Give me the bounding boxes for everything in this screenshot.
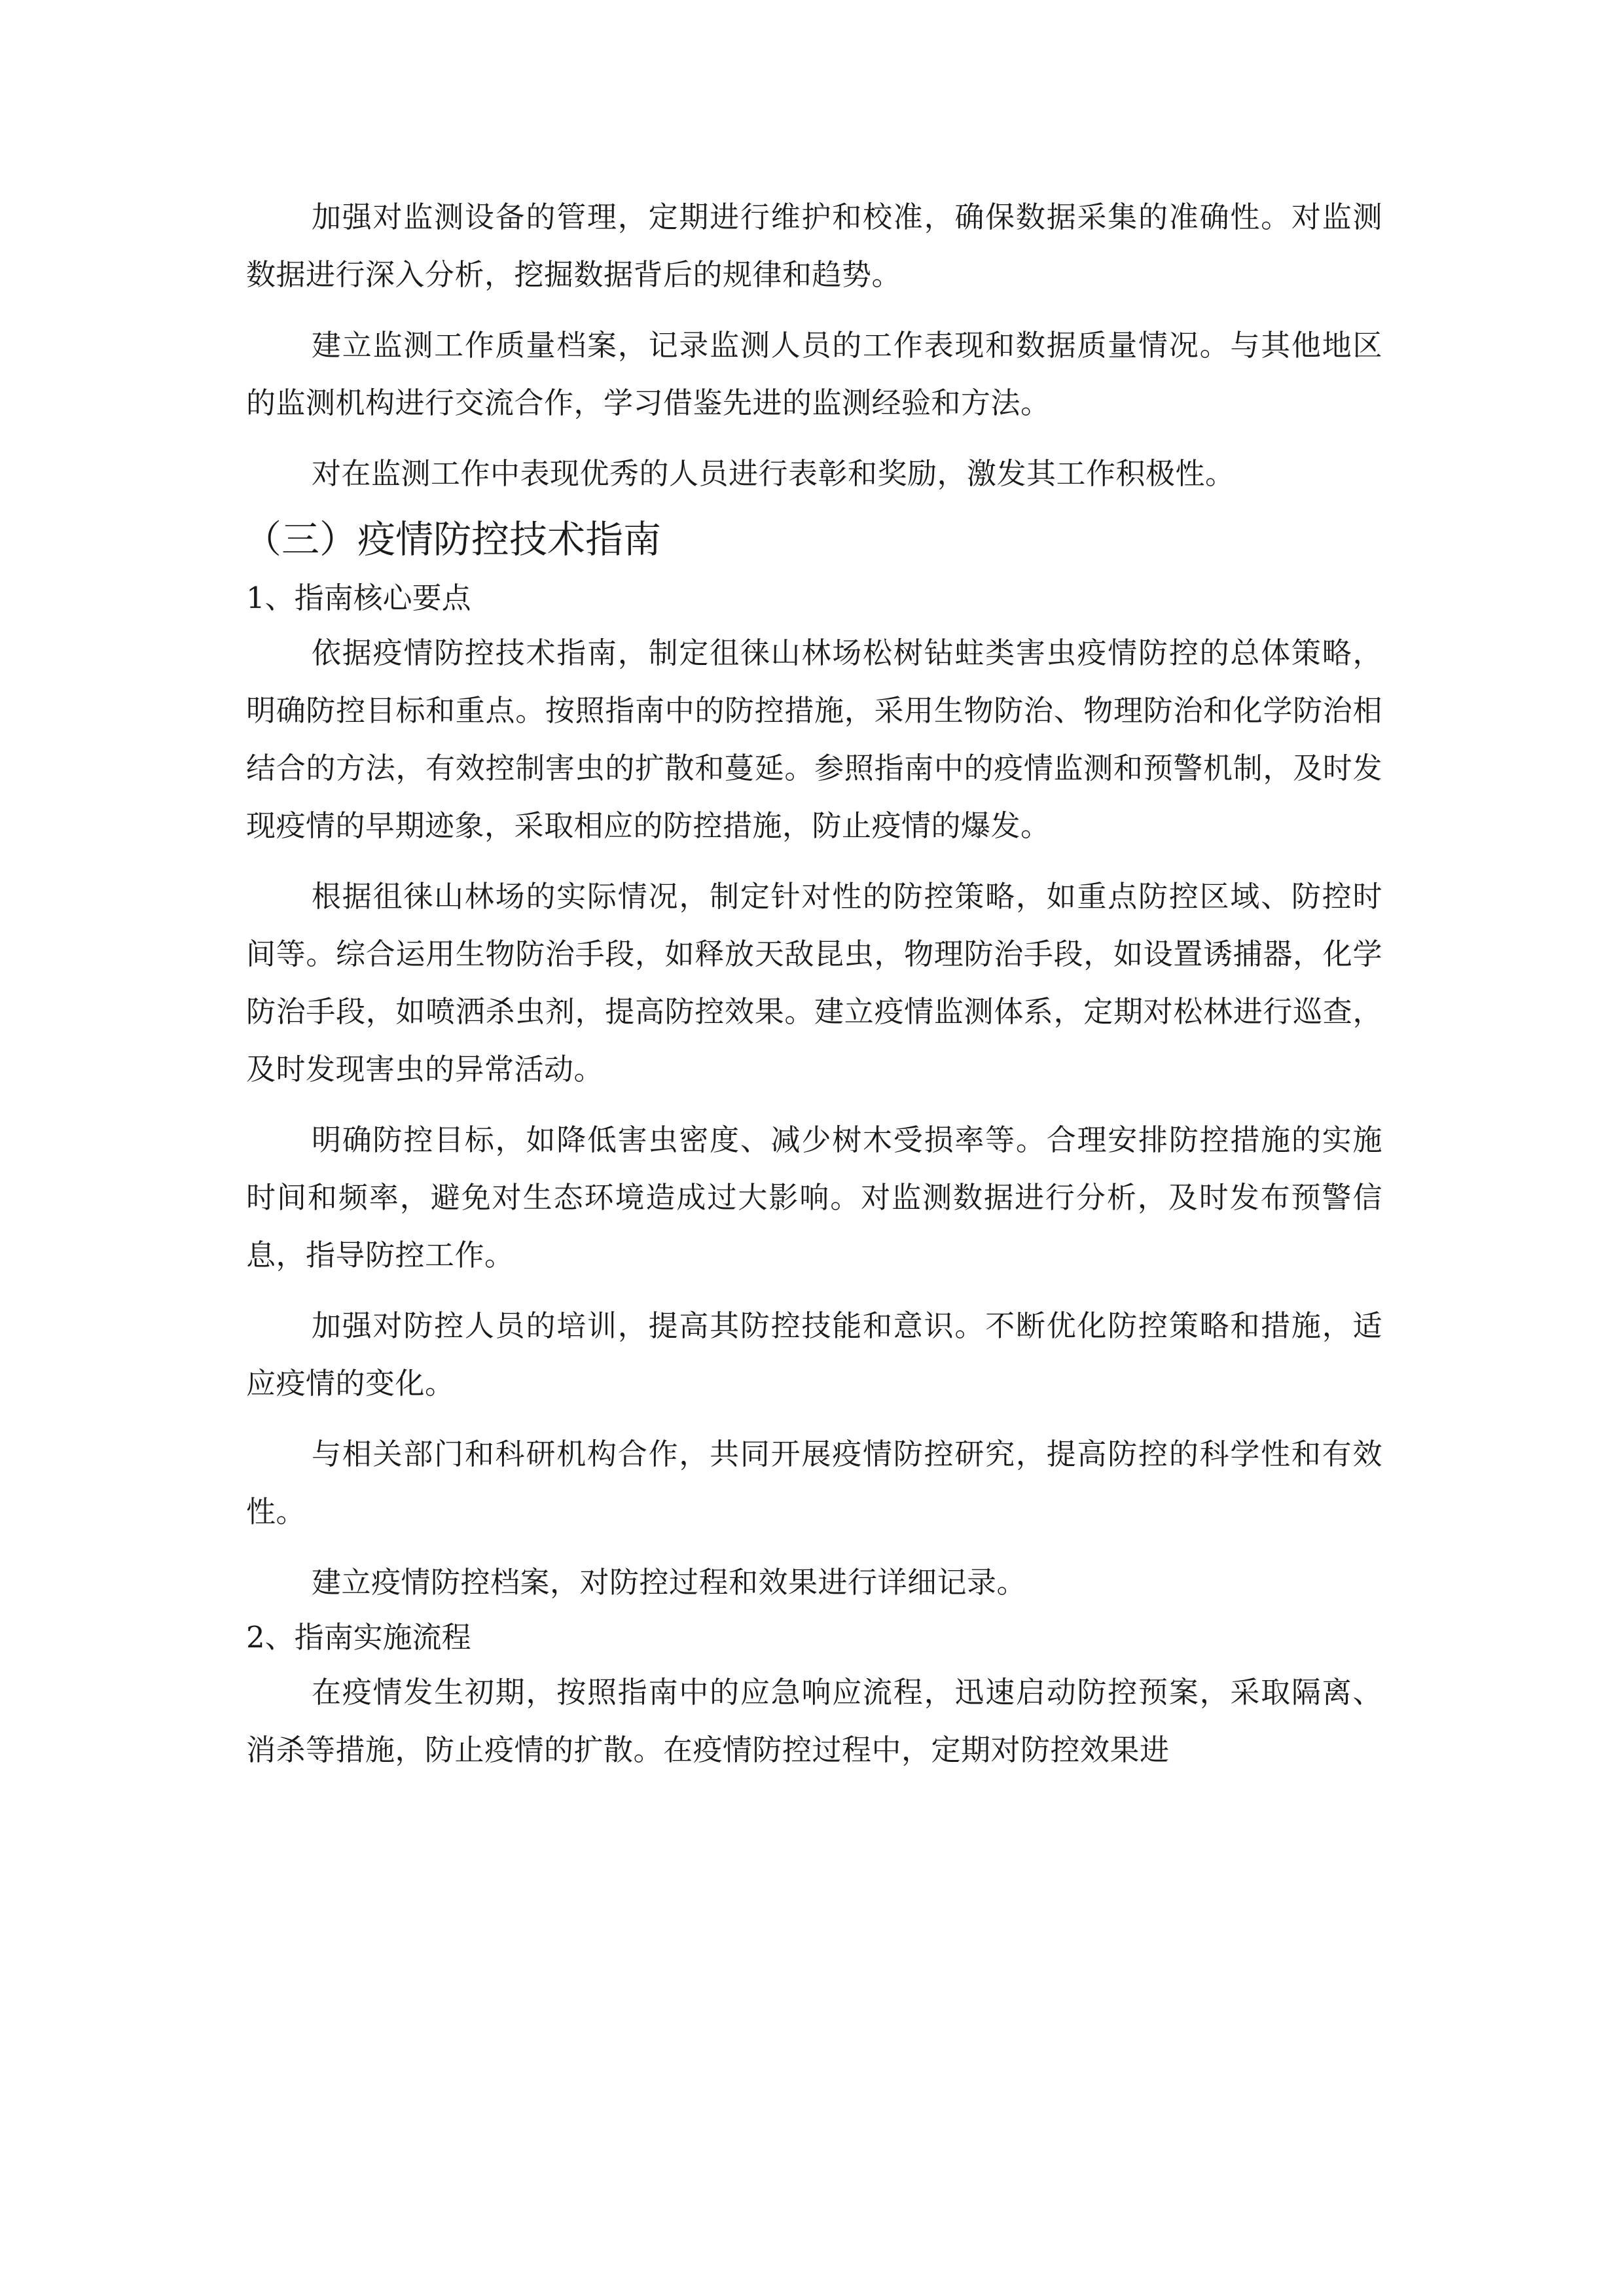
paragraph: 明确防控目标，如降低害虫密度、减少树木受损率等。合理安排防控措施的实施时间和频率，避免对生态环境造成过大影响。对监测数据进行分析，及时发布预警信息，指导防控工作。	[246, 1122, 1382, 1272]
paragraph: 依据疫情防控技术指南，制定徂徕山林场松树钻蛀类害虫疫情防控的总体策略，明确防控目标和重点。按照指南中的防控措施，采用生物防治、物理防治和化学防治相结合的方法，有效控制害虫的扩散和蔓延。参照指南中的疫情监测和预警机制，及时发现疫情的早期迹象，采取相应的防控措施，防止疫情的爆发。	[246, 636, 1382, 843]
subsection-heading: 2、指南实施流程	[246, 1620, 471, 1655]
document-body	[246, 188, 1382, 1779]
paragraph: 建立疫情防控档案，对防控过程和效果进行详细记录。	[312, 1565, 1027, 1600]
subsection-heading: 1、指南核心要点	[246, 581, 471, 615]
paragraph: 在疫情发生初期，按照指南中的应急响应流程，迅速启动防控预案，采取隔离、消杀等措施，防止疫情的扩散。在疫情防控过程中，定期对防控效果进	[246, 1675, 1382, 1767]
paragraph: 建立监测工作质量档案，记录监测人员的工作表现和数据质量情况。与其他地区的监测机构进行交流合作，学习借鉴先进的监测经验和方法。	[246, 328, 1382, 420]
paragraph: 对在监测工作中表现优秀的人员进行表彰和奖励，激发其工作积极性。	[312, 456, 1235, 491]
paragraph: 根据徂徕山林场的实际情况，制定针对性的防控策略，如重点防控区域、防控时间等。综合运用生物防治手段，如释放天敌昆虫，物理防治手段，如设置诱捕器，化学防治手段，如喷洒杀虫剂，提高防控效果。建立疫情监测体系，定期对松林进行巡查，及时发现害虫的异常活动。	[246, 879, 1382, 1086]
paragraph: 加强对监测设备的管理，定期进行维护和校准，确保数据采集的准确性。对监测数据进行深入分析，挖掘数据背后的规律和趋势。	[246, 200, 1382, 292]
section-heading: （三）疫情防控技术指南	[244, 517, 662, 562]
paragraph: 与相关部门和科研机构合作，共同开展疫情防控研究，提高防控的科学性和有效性。	[246, 1437, 1382, 1529]
paragraph: 加强对防控人员的培训，提高其防控技能和意识。不断优化防控策略和措施，适应疫情的变化。	[246, 1308, 1382, 1401]
